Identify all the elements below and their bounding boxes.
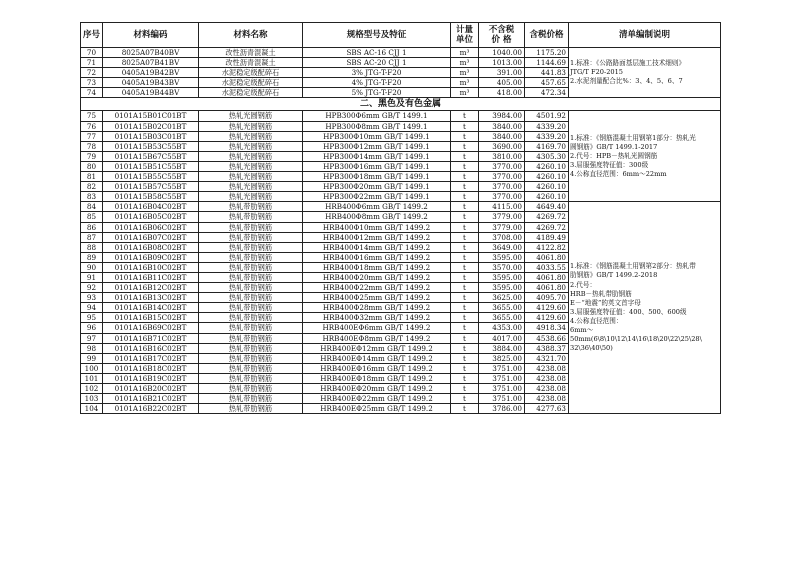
cell-seq: 90 <box>81 262 103 272</box>
cell-seq: 99 <box>81 353 103 363</box>
cell-spec: HRB400Φ16mm GB/T 1499.2 <box>303 252 451 262</box>
cell-price-in: 472.34 <box>525 88 569 98</box>
cell-name: 热轧带肋钢筋 <box>199 404 303 414</box>
cell-name: 热轧光圆钢筋 <box>199 182 303 192</box>
cell-spec: HRB400Φ12mm GB/T 1499.2 <box>303 232 451 242</box>
cell-spec: HRB400Φ32mm GB/T 1499.2 <box>303 313 451 323</box>
cell-price-in: 4061.80 <box>525 252 569 262</box>
cell-seq: 86 <box>81 222 103 232</box>
cell-seq: 71 <box>81 58 103 68</box>
cell-price-in: 4238.08 <box>525 373 569 383</box>
cell-price-ex: 3655.00 <box>479 303 525 313</box>
cell-price-in: 4033.55 <box>525 262 569 272</box>
cell-name: 水泥稳定级配碎石 <box>199 78 303 88</box>
cell-seq: 81 <box>81 172 103 182</box>
cell-code: 0101A16B13C02BT <box>103 293 199 303</box>
cell-seq: 97 <box>81 333 103 343</box>
cell-seq: 96 <box>81 323 103 333</box>
cell-unit: t <box>451 323 479 333</box>
cell-spec: HRB400EΦ12mm GB/T 1499.2 <box>303 343 451 353</box>
cell-seq: 87 <box>81 232 103 242</box>
cell-unit: t <box>451 141 479 151</box>
cell-unit: t <box>451 242 479 252</box>
cell-spec: HPB300Φ16mm GB/T 1499.1 <box>303 161 451 171</box>
col-seq: 序号 <box>81 23 103 48</box>
cell-spec: HRB400Φ18mm GB/T 1499.2 <box>303 262 451 272</box>
cell-unit: t <box>451 373 479 383</box>
cell-name: 热轧带肋钢筋 <box>199 373 303 383</box>
cell-code: 0101A15B53C55BT <box>103 141 199 151</box>
cell-price-in: 4649.40 <box>525 202 569 212</box>
cell-seq: 73 <box>81 78 103 88</box>
cell-code: 0101A15B01C01BT <box>103 111 199 121</box>
cell-spec: HRB400EΦ25mm GB/T 1499.2 <box>303 404 451 414</box>
cell-unit: t <box>451 313 479 323</box>
cell-price-in: 4269.72 <box>525 212 569 222</box>
col-code: 材料编码 <box>103 23 199 48</box>
cell-code: 0101A16B11C02BT <box>103 272 199 282</box>
header-row <box>81 23 721 48</box>
cell-seq: 84 <box>81 202 103 212</box>
cell-price-ex: 3884.00 <box>479 343 525 353</box>
cell-spec: HRB400Φ6mm GB/T 1499.2 <box>303 202 451 212</box>
price-sheet <box>80 22 720 414</box>
col-unit: 计量 单位 <box>451 23 479 48</box>
cell-unit: t <box>451 172 479 182</box>
cell-price-ex: 4115.00 <box>479 202 525 212</box>
cell-name: 热轧带肋钢筋 <box>199 272 303 282</box>
cell-spec: HPB300Φ20mm GB/T 1499.1 <box>303 182 451 192</box>
cell-seq: 80 <box>81 161 103 171</box>
cell-unit: t <box>451 182 479 192</box>
cell-unit: t <box>451 404 479 414</box>
cell-code: 0101A16B17C02BT <box>103 353 199 363</box>
cell-spec: HRB400Φ8mm GB/T 1499.2 <box>303 212 451 222</box>
cell-code: 0101A15B51C55BT <box>103 161 199 171</box>
cell-unit: m³ <box>451 68 479 78</box>
cell-price-ex: 3840.00 <box>479 131 525 141</box>
section-row <box>81 98 721 111</box>
cell-code: 0101A16B05C02BT <box>103 212 199 222</box>
cell-seq: 76 <box>81 121 103 131</box>
cell-unit: t <box>451 272 479 282</box>
cell-price-ex: 3984.00 <box>479 111 525 121</box>
cell-price-ex: 3779.00 <box>479 222 525 232</box>
cell-unit: t <box>451 384 479 394</box>
cell-price-ex: 3655.00 <box>479 313 525 323</box>
cell-spec: HRB400Φ14mm GB/T 1499.2 <box>303 242 451 252</box>
cell-spec: HRB400Φ10mm GB/T 1499.2 <box>303 222 451 232</box>
cell-name: 热轧带肋钢筋 <box>199 313 303 323</box>
cell-spec: HRB400Φ25mm GB/T 1499.2 <box>303 293 451 303</box>
cell-price-ex: 3708.00 <box>479 232 525 242</box>
cell-name: 改性沥青混凝土 <box>199 58 303 68</box>
cell-code: 0101A16B06C02BT <box>103 222 199 232</box>
cell-price-ex: 3786.00 <box>479 404 525 414</box>
cell-price-ex: 3595.00 <box>479 252 525 262</box>
cell-name: 热轧带肋钢筋 <box>199 303 303 313</box>
cell-price-in: 4095.70 <box>525 293 569 303</box>
cell-name: 热轧带肋钢筋 <box>199 212 303 222</box>
cell-price-ex: 3625.00 <box>479 293 525 303</box>
cell-price-in: 4918.34 <box>525 323 569 333</box>
cell-name: 热轧光圆钢筋 <box>199 172 303 182</box>
cell-seq: 78 <box>81 141 103 151</box>
cell-spec: HRB400EΦ18mm GB/T 1499.2 <box>303 373 451 383</box>
table-row <box>81 202 721 212</box>
cell-spec: 4% JTG-T-F20 <box>303 78 451 88</box>
cell-unit: t <box>451 283 479 293</box>
cell-code: 0101A16B18C02BT <box>103 363 199 373</box>
cell-seq: 104 <box>81 404 103 414</box>
cell-price-ex: 4353.00 <box>479 323 525 333</box>
cell-price-ex: 3825.00 <box>479 353 525 363</box>
cell-spec: HPB300Φ14mm GB/T 1499.1 <box>303 151 451 161</box>
row-note: 1.标准：《钢筋混凝土用钢第2部分：热轧带 肋钢筋》GB/T 1499.2-2018 2.代号： HRB－热轧带肋钢筋 E－“地震”的英文首字母 3.屈服强度特征值：400、500、600级 4.公称直径范围： 6mm～ 50mm(6\8\10\12\14\16\18\20\22\25\28\ 32\36\40\50) <box>569 202 721 414</box>
cell-seq: 77 <box>81 131 103 141</box>
cell-price-in: 4501.92 <box>525 111 569 121</box>
cell-code: 0101A16B16C02BT <box>103 343 199 353</box>
cell-name: 热轧带肋钢筋 <box>199 363 303 373</box>
cell-price-in: 4238.08 <box>525 363 569 373</box>
cell-code: 0101A16B21C02BT <box>103 394 199 404</box>
cell-price-in: 441.83 <box>525 68 569 78</box>
cell-name: 热轧光圆钢筋 <box>199 192 303 202</box>
cell-price-in: 1144.69 <box>525 58 569 68</box>
table-body <box>81 48 721 414</box>
cell-seq: 93 <box>81 293 103 303</box>
cell-unit: m³ <box>451 48 479 58</box>
cell-name: 热轧带肋钢筋 <box>199 323 303 333</box>
cell-code: 0101A16B09C02BT <box>103 252 199 262</box>
cell-unit: t <box>451 131 479 141</box>
cell-unit: t <box>451 161 479 171</box>
cell-seq: 72 <box>81 68 103 78</box>
col-note: 清单编制说明 <box>569 23 721 48</box>
cell-spec: HPB300Φ6mm GB/T 1499.1 <box>303 111 451 121</box>
cell-code: 0101A16B07C02BT <box>103 232 199 242</box>
cell-seq: 94 <box>81 303 103 313</box>
cell-price-in: 4169.70 <box>525 141 569 151</box>
section-title: 二、黑色及有色金属 <box>81 98 721 111</box>
cell-seq: 83 <box>81 192 103 202</box>
cell-name: 热轧带肋钢筋 <box>199 343 303 353</box>
col-price-in: 含税价格 <box>525 23 569 48</box>
cell-price-ex: 3649.00 <box>479 242 525 252</box>
cell-code: 0101A16B04C02BT <box>103 202 199 212</box>
cell-spec: HPB300Φ12mm GB/T 1499.1 <box>303 141 451 151</box>
cell-spec: HRB400EΦ16mm GB/T 1499.2 <box>303 363 451 373</box>
cell-name: 热轧光圆钢筋 <box>199 111 303 121</box>
cell-price-ex: 3570.00 <box>479 262 525 272</box>
cell-spec: HPB300Φ10mm GB/T 1499.1 <box>303 131 451 141</box>
cell-name: 热轧带肋钢筋 <box>199 252 303 262</box>
cell-seq: 92 <box>81 283 103 293</box>
cell-unit: t <box>451 394 479 404</box>
cell-price-in: 4238.08 <box>525 394 569 404</box>
cell-name: 热轧带肋钢筋 <box>199 353 303 363</box>
cell-unit: m³ <box>451 58 479 68</box>
cell-price-ex: 3840.00 <box>479 121 525 131</box>
cell-price-ex: 3779.00 <box>479 212 525 222</box>
cell-spec: 3% JTG-T-F20 <box>303 68 451 78</box>
cell-code: 0101A15B02C01BT <box>103 121 199 131</box>
cell-unit: t <box>451 121 479 131</box>
cell-unit: t <box>451 353 479 363</box>
cell-unit: t <box>451 333 479 343</box>
cell-price-ex: 4017.00 <box>479 333 525 343</box>
cell-spec: HPB300Φ22mm GB/T 1499.1 <box>303 192 451 202</box>
cell-price-in: 4269.72 <box>525 222 569 232</box>
cell-name: 热轧带肋钢筋 <box>199 242 303 252</box>
cell-name: 热轧带肋钢筋 <box>199 202 303 212</box>
cell-unit: t <box>451 232 479 242</box>
cell-code: 0101A16B08C02BT <box>103 242 199 252</box>
cell-unit: t <box>451 151 479 161</box>
cell-price-in: 457.65 <box>525 78 569 88</box>
cell-code: 0101A16B12C02BT <box>103 283 199 293</box>
cell-seq: 95 <box>81 313 103 323</box>
cell-code: 8025A07B41BV <box>103 58 199 68</box>
cell-unit: t <box>451 111 479 121</box>
cell-seq: 82 <box>81 182 103 192</box>
cell-name: 热轧光圆钢筋 <box>199 131 303 141</box>
cell-seq: 70 <box>81 48 103 58</box>
cell-price-ex: 3751.00 <box>479 394 525 404</box>
cell-price-ex: 3770.00 <box>479 192 525 202</box>
cell-price-in: 4305.30 <box>525 151 569 161</box>
cell-price-in: 4189.49 <box>525 232 569 242</box>
cell-price-in: 4260.10 <box>525 182 569 192</box>
cell-name: 热轧带肋钢筋 <box>199 262 303 272</box>
row-note: 1.标准：《公路路面基层施工技术细则》 JTG/T F20-2015 2.水泥剂量配合比%：3、4、5、6、7 <box>569 48 721 98</box>
cell-price-in: 4260.10 <box>525 192 569 202</box>
col-spec: 规格型号及特征 <box>303 23 451 48</box>
cell-spec: HRB400Φ20mm GB/T 1499.2 <box>303 272 451 282</box>
cell-unit: m³ <box>451 78 479 88</box>
cell-price-ex: 405.00 <box>479 78 525 88</box>
cell-unit: t <box>451 363 479 373</box>
cell-unit: t <box>451 202 479 212</box>
cell-name: 热轧带肋钢筋 <box>199 222 303 232</box>
cell-price-in: 4061.80 <box>525 283 569 293</box>
cell-name: 水泥稳定级配碎石 <box>199 88 303 98</box>
cell-price-ex: 3595.00 <box>479 272 525 282</box>
cell-price-ex: 3770.00 <box>479 161 525 171</box>
cell-spec: 5% JTG-T-F20 <box>303 88 451 98</box>
cell-seq: 100 <box>81 363 103 373</box>
cell-code: 0101A15B03C01BT <box>103 131 199 141</box>
cell-name: 水泥稳定级配碎石 <box>199 68 303 78</box>
cell-code: 0101A16B10C02BT <box>103 262 199 272</box>
cell-code: 0101A15B67C55BT <box>103 151 199 161</box>
cell-price-in: 4260.10 <box>525 172 569 182</box>
cell-price-in: 4061.80 <box>525 272 569 282</box>
col-name: 材料名称 <box>199 23 303 48</box>
cell-seq: 79 <box>81 151 103 161</box>
cell-spec: HRB400EΦ6mm GB/T 1499.2 <box>303 323 451 333</box>
cell-price-in: 1175.20 <box>525 48 569 58</box>
cell-spec: SBS AC-16 CJJ 1 <box>303 48 451 58</box>
cell-code: 0101A15B55C55BT <box>103 172 199 182</box>
cell-unit: t <box>451 192 479 202</box>
cell-name: 热轧光圆钢筋 <box>199 161 303 171</box>
cell-spec: SBS AC-20 CJJ 1 <box>303 58 451 68</box>
cell-name: 热轧光圆钢筋 <box>199 151 303 161</box>
cell-name: 热轧光圆钢筋 <box>199 121 303 131</box>
cell-unit: t <box>451 262 479 272</box>
cell-name: 热轧带肋钢筋 <box>199 333 303 343</box>
cell-spec: HRB400Φ22mm GB/T 1499.2 <box>303 283 451 293</box>
cell-unit: m³ <box>451 88 479 98</box>
cell-price-in: 4538.66 <box>525 333 569 343</box>
cell-price-ex: 391.00 <box>479 68 525 78</box>
materials-table <box>80 22 721 414</box>
cell-seq: 102 <box>81 384 103 394</box>
cell-spec: HRB400EΦ20mm GB/T 1499.2 <box>303 384 451 394</box>
cell-name: 热轧带肋钢筋 <box>199 293 303 303</box>
table-row <box>81 48 721 58</box>
cell-spec: HRB400EΦ22mm GB/T 1499.2 <box>303 394 451 404</box>
cell-price-in: 4238.08 <box>525 384 569 394</box>
cell-code: 0101A16B14C02BT <box>103 303 199 313</box>
cell-price-in: 4388.37 <box>525 343 569 353</box>
cell-name: 热轧光圆钢筋 <box>199 141 303 151</box>
cell-price-ex: 3770.00 <box>479 182 525 192</box>
cell-name: 热轧带肋钢筋 <box>199 394 303 404</box>
cell-price-in: 4339.20 <box>525 121 569 131</box>
cell-code: 0405A19B42BV <box>103 68 199 78</box>
cell-code: 0101A16B15C02BT <box>103 313 199 323</box>
cell-code: 0101A15B57C55BT <box>103 182 199 192</box>
cell-code: 0101A16B20C02BT <box>103 384 199 394</box>
cell-spec: HPB300Φ18mm GB/T 1499.1 <box>303 172 451 182</box>
cell-spec: HRB400EΦ14mm GB/T 1499.2 <box>303 353 451 363</box>
cell-price-in: 4339.20 <box>525 131 569 141</box>
cell-unit: t <box>451 343 479 353</box>
cell-price-ex: 3690.00 <box>479 141 525 151</box>
cell-seq: 101 <box>81 373 103 383</box>
cell-code: 0101A15B58C55BT <box>103 192 199 202</box>
col-price-ex: 不含税 价 格 <box>479 23 525 48</box>
cell-code: 0101A16B22C02BT <box>103 404 199 414</box>
cell-seq: 91 <box>81 272 103 282</box>
cell-price-ex: 3751.00 <box>479 384 525 394</box>
cell-name: 热轧带肋钢筋 <box>199 384 303 394</box>
cell-code: 8025A07B40BV <box>103 48 199 58</box>
cell-code: 0101A16B19C02BT <box>103 373 199 383</box>
cell-unit: t <box>451 212 479 222</box>
table-row <box>81 111 721 121</box>
cell-unit: t <box>451 293 479 303</box>
row-note: 1.标准：《钢筋混凝土用钢第1部分：热轧光 圆钢筋》GB/T 1499.1-2017 2.代号：HPB－热轧光圆钢筋 3.屈服强度特征值：300级 4.公称直径范围：6mm～22mm <box>569 111 721 202</box>
cell-price-ex: 1040.00 <box>479 48 525 58</box>
cell-code: 0405A19B43BV <box>103 78 199 88</box>
cell-seq: 89 <box>81 252 103 262</box>
cell-code: 0101A16B71C02BT <box>103 333 199 343</box>
cell-seq: 98 <box>81 343 103 353</box>
cell-unit: t <box>451 252 479 262</box>
cell-seq: 103 <box>81 394 103 404</box>
cell-price-in: 4129.60 <box>525 313 569 323</box>
cell-price-in: 4129.60 <box>525 303 569 313</box>
cell-price-ex: 3595.00 <box>479 283 525 293</box>
cell-spec: HRB400Φ28mm GB/T 1499.2 <box>303 303 451 313</box>
cell-price-in: 4277.63 <box>525 404 569 414</box>
cell-code: 0405A19B44BV <box>103 88 199 98</box>
cell-seq: 75 <box>81 111 103 121</box>
cell-price-in: 4321.70 <box>525 353 569 363</box>
cell-unit: t <box>451 222 479 232</box>
cell-price-ex: 3810.00 <box>479 151 525 161</box>
cell-spec: HPB300Φ8mm GB/T 1499.1 <box>303 121 451 131</box>
cell-price-ex: 3770.00 <box>479 172 525 182</box>
cell-price-ex: 1013.00 <box>479 58 525 68</box>
cell-price-ex: 3751.00 <box>479 373 525 383</box>
cell-price-in: 4260.10 <box>525 161 569 171</box>
cell-seq: 85 <box>81 212 103 222</box>
cell-price-ex: 3751.00 <box>479 363 525 373</box>
cell-price-in: 4122.82 <box>525 242 569 252</box>
cell-name: 热轧带肋钢筋 <box>199 232 303 242</box>
cell-seq: 88 <box>81 242 103 252</box>
cell-price-ex: 418.00 <box>479 88 525 98</box>
cell-spec: HRB400EΦ8mm GB/T 1499.2 <box>303 333 451 343</box>
cell-name: 热轧带肋钢筋 <box>199 283 303 293</box>
cell-code: 0101A16B69C02BT <box>103 323 199 333</box>
cell-unit: t <box>451 303 479 313</box>
cell-name: 改性沥青混凝土 <box>199 48 303 58</box>
cell-seq: 74 <box>81 88 103 98</box>
